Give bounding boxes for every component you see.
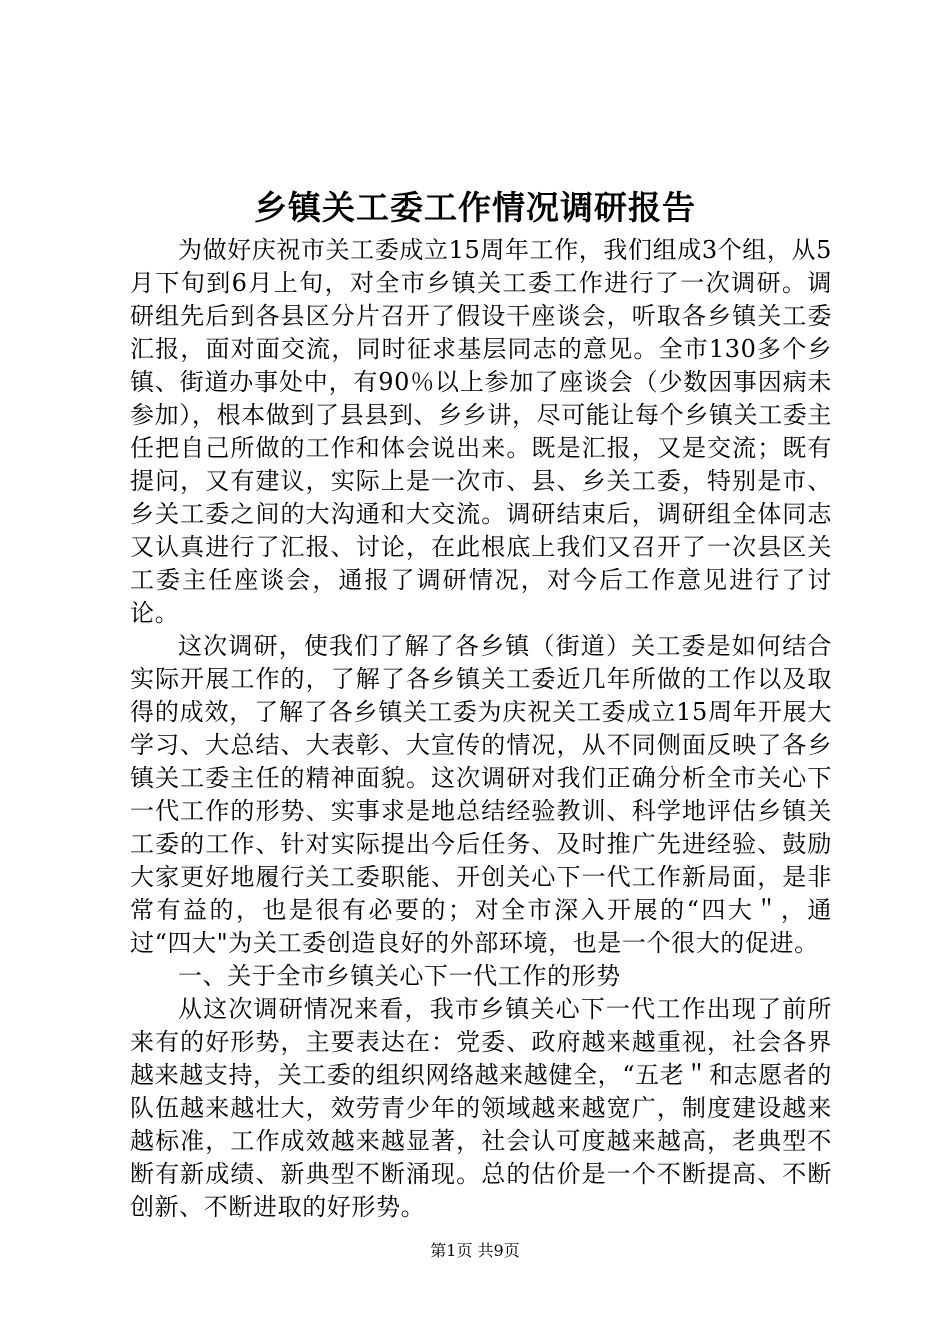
paragraph-situation: 从这次调研情况来看，我市乡镇关心下一代工作出现了前所来有的好形势，主要表达在：党委、政府越来越重视，社会各界越来越支持，关工委的组织网络越来越健全，“五老＂和志愿者的队伍越来越壮大，效劳青少年的领域越来越宽广，制度建设越来越标准，工作成效越来越显著，社会认可度越来越高，老典型不断有新成绩、新典型不断涌现。总的估价是一个不断提高、不断创新、不断进取的好形势。 bbox=[130, 995, 832, 1221]
paragraph-intro: 为做好庆祝市关工委成立15周年工作，我们组成3个组，从5月下旬到6月上旬，对全市乡镇关工委工作进行了一次调研。调研组先后到各县区分片召开了假设干座谈会，听取各乡镇关工委汇报，面对面交流，同时征求基层同志的意见。全市130多个乡镇、街道办事处中，有90％以上参加了座谈会（少数因事因病未参加），根本做到了县县到、乡乡讲，尽可能让每个乡镇关工委主任把自己所做的工作和体会说出来。既是汇报，又是交流；既有提问，又有建议，实际上是一次市、县、乡关工委，特别是市、乡关工委之间的大沟通和大交流。调研结束后，调研组全体同志又认真进行了汇报、讨论，在此根底上我们又召开了一次县区关工委主任座谈会，通报了调研情况，对今后工作意见进行了讨论。 bbox=[130, 236, 832, 627]
section-heading: 一、关于全市乡镇关心下一代工作的形势 bbox=[178, 962, 621, 990]
page-footer: 第1页 共9页 bbox=[430, 1241, 520, 1260]
document-body bbox=[130, 234, 832, 1224]
document-title: 乡镇关工委工作情况调研报告 bbox=[254, 188, 696, 227]
paragraph-significance: 这次调研，使我们了解了各乡镇（街道）关工委是如何结合实际开展工作的，了解了各乡镇关工委近几年所做的工作以及取得的成效，了解了各乡镇关工委为庆祝关工委成立15周年开展大学习、大总结、大表彰、大宣传的情况，从不同侧面反映了各乡镇关工委主任的精神面貌。这次调研对我们正确分析全市关心下一代工作的形势、实事求是地总结经验教训、科学地评估乡镇关工委的工作、针对实际提出今后任务、及时推广先进经验、鼓励大家更好地履行关工委职能、开创关心下一代工作新局面，是非常有益的，也是很有必要的；对全市深入开展的“四大＂，通过“四大"为关工委创造良好的外部环境，也是一个很大的促进。 bbox=[130, 632, 832, 957]
